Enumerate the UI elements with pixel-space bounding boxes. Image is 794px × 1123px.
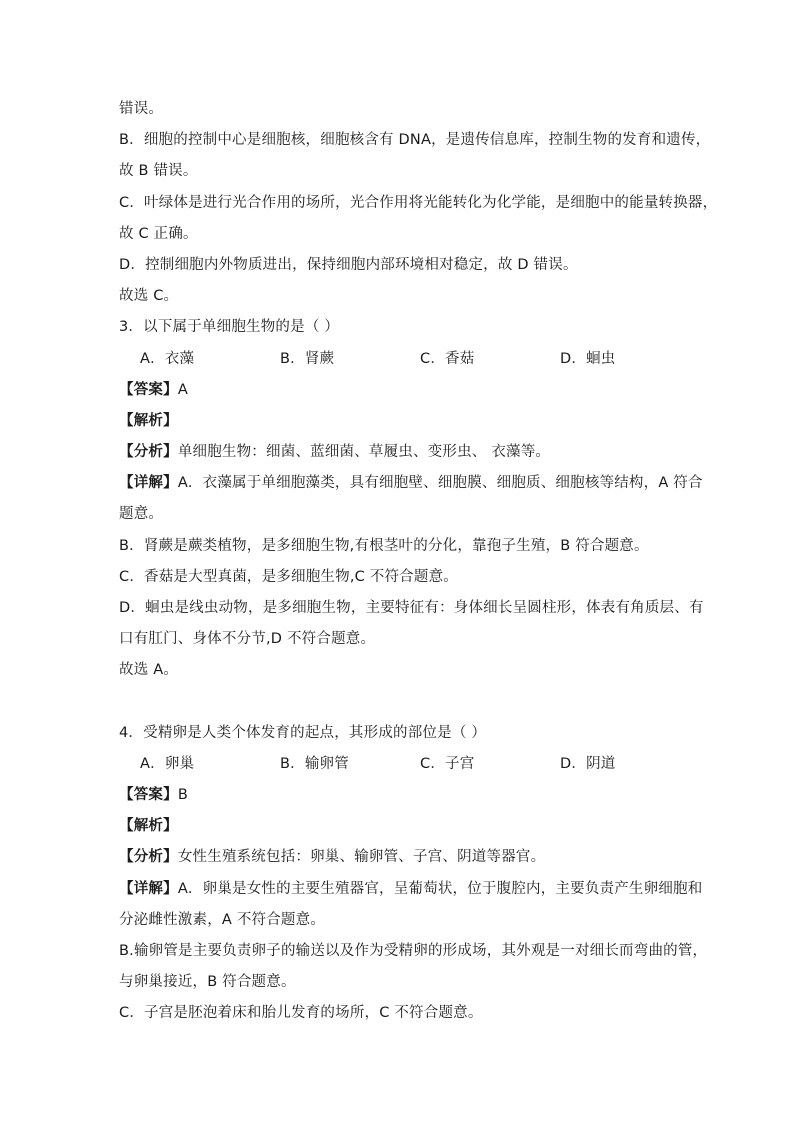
q4-option-a: A．卵巢: [140, 755, 195, 772]
q3-options: [119, 349, 689, 369]
q3-option-d-explanation-cont: 口有肛门、身体不分节,D 不符合题意。: [119, 631, 376, 648]
prev-question-text: 错误。: [119, 101, 164, 117]
prev-option-d-explanation: D．控制细胞内外物质进出，保持细胞内部环境相对稳定，故 D 错误。: [119, 256, 578, 273]
prev-choice: 故选 C。: [119, 288, 179, 305]
q4-answer-value: B: [177, 786, 188, 803]
q3-xiangjie-text: A．衣藻属于单细胞藻类，具有细胞壁、细胞膜、细胞质、细胞核等结构，A 符合: [177, 475, 703, 492]
q3-analysis: [119, 411, 689, 431]
q3-answer: [119, 380, 689, 400]
q4-answer-tag: 【答案】: [119, 786, 178, 803]
q3-xiangjie: [119, 473, 703, 493]
q3-option-b-explanation: B．肾蕨是蕨类植物，是多细胞生物,有根茎叶的分化，靠孢子生殖，B 符合题意。: [119, 537, 649, 554]
q4-answer: [119, 785, 689, 805]
q4-option-b: B．输卵管: [280, 755, 349, 772]
q4-xiangjie-tag: 【详解】: [119, 880, 178, 897]
q3-xiangjie-tag: 【详解】: [119, 475, 178, 492]
q4-fenxi-tag: 【分析】: [119, 849, 178, 866]
q3-stem: 3．以下属于单细胞生物的是（ ）: [119, 319, 340, 336]
q3-option-b: B．肾蕨: [280, 350, 335, 367]
q4-fenxi: [119, 847, 689, 867]
q4-option-b-explanation: B.输卵管是主要负责卵子的输送以及作为受精卵的形成场，其外观是一对细长而弯曲的管，: [119, 942, 708, 959]
q4-option-c: C．子宫: [420, 755, 475, 772]
q3-answer-value: A: [177, 381, 188, 398]
q3-option-a: A．衣藻: [140, 350, 195, 367]
q4-stem: 4．受精卵是人类个体发育的起点，其形成的部位是（ ）: [119, 724, 487, 741]
q3-fenxi-text: 单细胞生物：细菌、蓝细菌、草履虫、变形虫、 衣藻等。: [177, 444, 551, 461]
prev-option-c-explanation-cont: 故 C 正确。: [119, 225, 198, 242]
q3-fenxi: [119, 442, 689, 462]
q4-option-b-explanation-cont: 与卵巢接近，B 符合题意。: [119, 974, 296, 991]
prev-option-b-explanation: B．细胞的控制中心是细胞核，细胞核含有 DNA，是遗传信息库，控制生物的发育和遗传，: [119, 132, 711, 149]
q4-xiangjie: [119, 879, 703, 899]
q3-answer-tag: 【答案】: [119, 381, 178, 398]
q4-xiangjie-text: A．卵巢是女性的主要生殖器官，呈葡萄状，位于腹腔内，主要负责产生卵细胞和: [177, 880, 703, 897]
q4-option-d: D．阴道: [560, 755, 616, 772]
q4-analysis-tag: 【解析】: [119, 818, 178, 835]
q3-xiangjie-cont: 题意。: [119, 506, 164, 523]
q3-option-d: D．蛔虫: [560, 350, 616, 367]
q3-choice: 故选 A。: [119, 662, 179, 679]
prev-option-b-explanation-cont: 故 B 错误。: [119, 163, 198, 180]
q3-option-c-explanation: C．香菇是大型真菌，是多细胞生物,C 不符合题意。: [119, 568, 458, 585]
q3-option-d-explanation: D．蛔虫是线虫动物，是多细胞生物，主要特征有：身体细长呈圆柱形，体表有角质层、有: [119, 600, 704, 616]
section-gap: [119, 692, 689, 723]
q3-fenxi-tag: 【分析】: [119, 444, 178, 461]
document-page: [119, 99, 718, 1034]
q4-xiangjie-cont: 分泌雌性激素，A 不符合题意。: [119, 911, 326, 928]
q3-analysis-tag: 【解析】: [119, 412, 178, 429]
q3-option-c: C．香菇: [420, 350, 475, 367]
q4-analysis: [119, 816, 689, 836]
prev-option-c-explanation: C．叶绿体是进行光合作用的场所，光合作用将光能转化为化学能，是细胞中的能量转换器，: [119, 194, 718, 211]
q4-option-c-explanation: C．子宫是胚泡着床和胎儿发育的场所，C 不符合题意。: [119, 1005, 483, 1022]
q4-options: [119, 754, 689, 774]
q4-fenxi-text: 女性生殖系统包括：卵巢、输卵管、子宫、阴道等器官。: [177, 849, 546, 866]
